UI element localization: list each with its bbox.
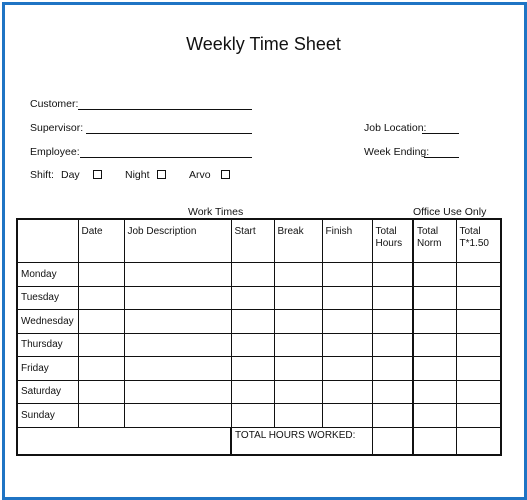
start-cell[interactable] [231, 380, 274, 404]
total-hours-cell[interactable] [372, 286, 413, 310]
header-cell-total-norm: Total Norm [413, 219, 456, 263]
finish-cell[interactable] [322, 333, 372, 357]
employee-field[interactable] [80, 157, 252, 158]
office-use-header: Office Use Only [413, 206, 487, 218]
date-cell[interactable] [78, 380, 124, 404]
finish-cell[interactable] [322, 263, 372, 287]
date-cell[interactable] [78, 404, 124, 428]
day-label: Wednesday [17, 310, 78, 334]
total-hours-cell[interactable] [372, 404, 413, 428]
total-row [17, 427, 501, 455]
total-norm-cell[interactable] [413, 357, 456, 381]
day-label: Saturday [17, 380, 78, 404]
break-cell[interactable] [274, 333, 322, 357]
job-description-cell[interactable] [124, 310, 231, 334]
total-t150-cell[interactable] [456, 310, 501, 334]
day-label: Tuesday [17, 286, 78, 310]
day-label: Monday [17, 263, 78, 287]
total-t150-cell[interactable] [456, 427, 501, 455]
total-t150-cell[interactable] [456, 380, 501, 404]
customer-label: Customer: [30, 98, 79, 110]
header-cell-start: Start [231, 219, 274, 263]
job-location-field[interactable] [422, 133, 459, 134]
break-cell[interactable] [274, 404, 322, 428]
total-norm-cell[interactable] [413, 427, 456, 455]
supervisor-label: Supervisor: [30, 122, 84, 134]
start-cell[interactable] [231, 286, 274, 310]
finish-cell[interactable] [322, 310, 372, 334]
job-description-cell[interactable] [124, 286, 231, 310]
break-cell[interactable] [274, 263, 322, 287]
job-description-cell[interactable] [124, 357, 231, 381]
total-t150-cell[interactable] [456, 357, 501, 381]
day-label: Thursday [17, 333, 78, 357]
total-t150-cell[interactable] [456, 333, 501, 357]
total-hours-cell[interactable] [372, 427, 413, 455]
total-hours-label: TOTAL HOURS WORKED: [231, 427, 372, 455]
shift-day-label: Day [61, 169, 80, 181]
header-cell-job-description: Job Description [124, 219, 231, 263]
shift-arvo-label: Arvo [189, 169, 211, 181]
finish-cell[interactable] [322, 357, 372, 381]
table-header-row [17, 219, 501, 263]
header-cell-finish: Finish [322, 219, 372, 263]
day-label: Sunday [17, 404, 78, 428]
start-cell[interactable] [231, 263, 274, 287]
job-description-cell[interactable] [124, 333, 231, 357]
finish-cell[interactable] [322, 380, 372, 404]
work-times-header: Work Times [188, 206, 244, 218]
start-cell[interactable] [231, 404, 274, 428]
header-cell-total-hours: Total Hours [372, 219, 413, 263]
total-hours-cell[interactable] [372, 357, 413, 381]
total-t150-cell[interactable] [456, 286, 501, 310]
table-row [17, 286, 501, 310]
header-cell-total-t150: Total T*1.50 [456, 219, 501, 263]
table-row [17, 310, 501, 334]
break-cell[interactable] [274, 310, 322, 334]
total-t150-cell[interactable] [456, 263, 501, 287]
total-hours-cell[interactable] [372, 310, 413, 334]
table-row [17, 357, 501, 381]
finish-cell[interactable] [322, 404, 372, 428]
shift-label: Shift: [30, 169, 54, 181]
break-cell[interactable] [274, 357, 322, 381]
date-cell[interactable] [78, 286, 124, 310]
total-hours-cell[interactable] [372, 380, 413, 404]
total-norm-cell[interactable] [413, 333, 456, 357]
start-cell[interactable] [231, 310, 274, 334]
table-row [17, 404, 501, 428]
start-cell[interactable] [231, 333, 274, 357]
table-row [17, 380, 501, 404]
finish-cell[interactable] [322, 286, 372, 310]
date-cell[interactable] [78, 333, 124, 357]
timesheet-table [16, 218, 502, 456]
week-ending-field[interactable] [424, 157, 459, 158]
job-description-cell[interactable] [124, 380, 231, 404]
date-cell[interactable] [78, 310, 124, 334]
job-description-cell[interactable] [124, 404, 231, 428]
shift-arvo-checkbox[interactable] [221, 170, 230, 179]
total-norm-cell[interactable] [413, 404, 456, 428]
shift-night-label: Night [125, 169, 150, 181]
total-hours-cell[interactable] [372, 263, 413, 287]
header-cell-date: Date [78, 219, 124, 263]
week-ending-label: Week Ending: [364, 146, 430, 158]
total-row-spacer [17, 427, 231, 455]
header-cell-break: Break [274, 219, 322, 263]
total-norm-cell[interactable] [413, 263, 456, 287]
shift-day-checkbox[interactable] [93, 170, 102, 179]
break-cell[interactable] [274, 286, 322, 310]
date-cell[interactable] [78, 263, 124, 287]
page-title: Weekly Time Sheet [186, 34, 341, 54]
total-norm-cell[interactable] [413, 286, 456, 310]
date-cell[interactable] [78, 357, 124, 381]
table-row [17, 263, 501, 287]
job-description-cell[interactable] [124, 263, 231, 287]
customer-field[interactable] [78, 109, 252, 110]
total-norm-cell[interactable] [413, 310, 456, 334]
day-label: Friday [17, 357, 78, 381]
table-row [17, 333, 501, 357]
job-location-label: Job Location: [364, 122, 427, 134]
total-hours-cell[interactable] [372, 333, 413, 357]
header-cell-day [17, 219, 78, 263]
employee-label: Employee: [30, 146, 80, 158]
break-cell[interactable] [274, 380, 322, 404]
start-cell[interactable] [231, 357, 274, 381]
shift-night-checkbox[interactable] [157, 170, 166, 179]
total-t150-cell[interactable] [456, 404, 501, 428]
total-norm-cell[interactable] [413, 380, 456, 404]
supervisor-field[interactable] [86, 133, 252, 134]
